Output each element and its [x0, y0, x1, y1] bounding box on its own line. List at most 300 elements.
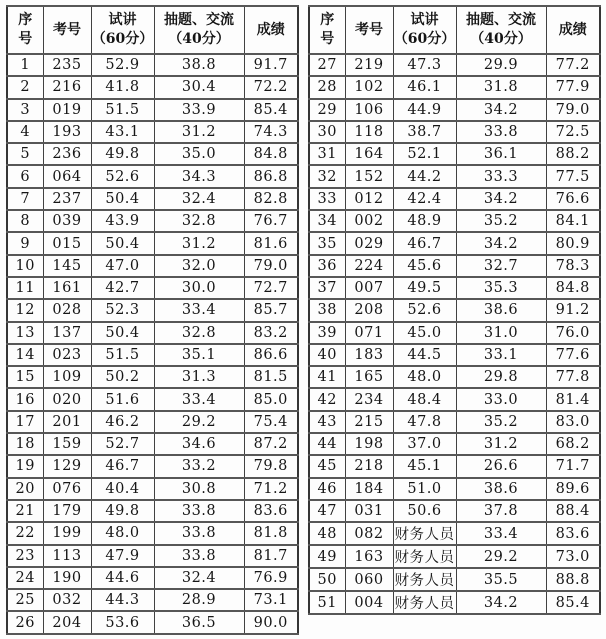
table-row [309, 591, 600, 614]
cell-exam-no: 118 [345, 121, 393, 143]
cell-score: 88.8 [546, 568, 600, 591]
cell-serial: 20 [7, 478, 43, 500]
cell-score: 86.6 [244, 344, 298, 366]
table-row [309, 54, 600, 76]
cell-score: 85.4 [244, 99, 298, 121]
cell-serial: 11 [7, 277, 43, 299]
cell-draw-exchange: 31.2 [154, 232, 244, 254]
cell-serial: 39 [309, 322, 345, 344]
cell-exam-no: 012 [345, 188, 393, 210]
cell-score: 77.6 [546, 344, 600, 366]
cell-draw-exchange: 33.8 [154, 545, 244, 567]
cell-serial: 22 [7, 522, 43, 544]
cell-exam-no: 193 [43, 121, 91, 143]
cell-exam-no: 235 [43, 54, 91, 76]
cell-lecture: 48.4 [393, 388, 456, 410]
table-row [7, 76, 298, 98]
cell-exam-no: 145 [43, 255, 91, 277]
cell-lecture: 51.0 [393, 478, 456, 500]
cell-score: 79.0 [546, 99, 600, 121]
cell-lecture: 52.6 [393, 299, 456, 321]
cell-score: 71.7 [546, 455, 600, 477]
cell-draw-exchange: 34.2 [456, 188, 546, 210]
cell-lecture: 50.2 [91, 366, 154, 388]
cell-lecture: 44.9 [393, 99, 456, 121]
cell-exam-no: 216 [43, 76, 91, 98]
cell-score: 68.2 [546, 433, 600, 455]
cell-lecture: 47.3 [393, 54, 456, 76]
cell-draw-exchange: 31.2 [456, 433, 546, 455]
cell-draw-exchange: 29.2 [154, 411, 244, 433]
cell-serial: 48 [309, 522, 345, 545]
cell-lecture: 51.5 [91, 344, 154, 366]
cell-serial: 25 [7, 589, 43, 611]
cell-exam-no: 020 [43, 388, 91, 410]
cell-score: 77.9 [546, 76, 600, 98]
cell-score: 88.4 [546, 500, 600, 522]
cell-lecture: 45.6 [393, 255, 456, 277]
cell-exam-no: 071 [345, 322, 393, 344]
cell-draw-exchange: 29.2 [456, 545, 546, 568]
cell-exam-no: 159 [43, 433, 91, 455]
table-row [309, 165, 600, 187]
cell-draw-exchange: 30.4 [154, 76, 244, 98]
cell-score: 73.1 [244, 589, 298, 611]
cell-score: 71.2 [244, 478, 298, 500]
table-row [7, 567, 298, 589]
cell-score: 83.6 [546, 522, 600, 545]
cell-draw-exchange: 31.2 [154, 121, 244, 143]
cell-score: 83.2 [244, 322, 298, 344]
cell-exam-no: 060 [345, 568, 393, 591]
table-row [7, 121, 298, 143]
table-row [7, 388, 298, 410]
cell-exam-no: 183 [345, 344, 393, 366]
cell-serial: 21 [7, 500, 43, 522]
table-row [7, 589, 298, 611]
cell-serial: 24 [7, 567, 43, 589]
table-row [309, 255, 600, 277]
cell-lecture: 51.6 [91, 388, 154, 410]
cell-serial: 9 [7, 232, 43, 254]
cell-draw-exchange: 29.8 [456, 366, 546, 388]
cell-exam-no: 236 [43, 143, 91, 165]
cell-score: 81.5 [244, 366, 298, 388]
table-row [309, 366, 600, 388]
cell-exam-no: 204 [43, 611, 91, 633]
header-row [309, 6, 600, 54]
cell-serial: 7 [7, 188, 43, 210]
cell-draw-exchange: 34.2 [456, 232, 546, 254]
cell-score: 77.5 [546, 165, 600, 187]
cell-draw-exchange: 34.3 [154, 165, 244, 187]
cell-score: 91.7 [244, 54, 298, 76]
cell-lecture: 48.0 [393, 366, 456, 388]
cell-lecture: 46.2 [91, 411, 154, 433]
cell-draw-exchange: 34.2 [456, 591, 546, 614]
cell-lecture: 48.9 [393, 210, 456, 232]
cell-lecture: 43.1 [91, 121, 154, 143]
cell-lecture: 50.4 [91, 322, 154, 344]
cell-lecture: 42.4 [393, 188, 456, 210]
cell-serial: 30 [309, 121, 345, 143]
cell-exam-no: 161 [43, 277, 91, 299]
cell-lecture: 财务人员 [393, 591, 456, 614]
cell-score: 81.6 [244, 232, 298, 254]
table-row [7, 165, 298, 187]
table-row [7, 433, 298, 455]
cell-draw-exchange: 34.2 [456, 99, 546, 121]
table-row [309, 388, 600, 410]
cell-lecture: 50.4 [91, 188, 154, 210]
cell-lecture: 43.9 [91, 210, 154, 232]
cell-draw-exchange: 33.4 [154, 388, 244, 410]
cell-serial: 50 [309, 568, 345, 591]
cell-exam-no: 190 [43, 567, 91, 589]
cell-exam-no: 129 [43, 455, 91, 477]
cell-serial: 31 [309, 143, 345, 165]
cell-draw-exchange: 35.2 [456, 210, 546, 232]
table-row [309, 99, 600, 121]
cell-lecture: 41.8 [91, 76, 154, 98]
cell-draw-exchange: 32.7 [456, 255, 546, 277]
cell-lecture: 财务人员 [393, 568, 456, 591]
cell-exam-no: 184 [345, 478, 393, 500]
cell-draw-exchange: 36.1 [456, 143, 546, 165]
column-header-score: 成绩 [244, 6, 298, 54]
cell-exam-no: 198 [345, 433, 393, 455]
table-row [7, 411, 298, 433]
cell-lecture: 53.6 [91, 611, 154, 633]
table-row [309, 344, 600, 366]
cell-serial: 18 [7, 433, 43, 455]
column-header-exam-no: 考号 [43, 6, 91, 54]
cell-lecture: 48.0 [91, 522, 154, 544]
cell-score: 81.8 [244, 522, 298, 544]
cell-serial: 42 [309, 388, 345, 410]
cell-lecture: 49.8 [91, 143, 154, 165]
cell-score: 72.7 [244, 277, 298, 299]
cell-serial: 6 [7, 165, 43, 187]
cell-draw-exchange: 33.2 [154, 455, 244, 477]
cell-score: 74.3 [244, 121, 298, 143]
cell-draw-exchange: 33.1 [456, 344, 546, 366]
cell-serial: 34 [309, 210, 345, 232]
column-header-lecture: 试讲 （60分） [91, 6, 154, 54]
cell-draw-exchange: 33.3 [456, 165, 546, 187]
cell-score: 76.6 [546, 188, 600, 210]
table-row [7, 277, 298, 299]
cell-score: 82.8 [244, 188, 298, 210]
table-row [7, 545, 298, 567]
table-row [7, 366, 298, 388]
cell-lecture: 47.8 [393, 411, 456, 433]
cell-lecture: 52.7 [91, 433, 154, 455]
column-header-serial: 序 号 [7, 6, 43, 54]
cell-score: 76.0 [546, 322, 600, 344]
cell-exam-no: 201 [43, 411, 91, 433]
cell-score: 79.8 [244, 455, 298, 477]
cell-draw-exchange: 32.4 [154, 567, 244, 589]
cell-score: 73.0 [546, 545, 600, 568]
cell-draw-exchange: 31.0 [456, 322, 546, 344]
cell-draw-exchange: 32.0 [154, 255, 244, 277]
cell-lecture: 44.6 [91, 567, 154, 589]
cell-draw-exchange: 35.0 [154, 143, 244, 165]
table-row [7, 500, 298, 522]
cell-serial: 12 [7, 299, 43, 321]
cell-score: 77.2 [546, 54, 600, 76]
table-row [309, 210, 600, 232]
cell-score: 91.2 [546, 299, 600, 321]
cell-score: 89.6 [546, 478, 600, 500]
cell-serial: 33 [309, 188, 345, 210]
cell-serial: 27 [309, 54, 345, 76]
cell-lecture: 财务人员 [393, 545, 456, 568]
cell-exam-no: 007 [345, 277, 393, 299]
cell-serial: 1 [7, 54, 43, 76]
cell-serial: 4 [7, 121, 43, 143]
cell-draw-exchange: 38.6 [456, 299, 546, 321]
cell-exam-no: 215 [345, 411, 393, 433]
score-table-left [6, 5, 299, 635]
cell-score: 84.8 [546, 277, 600, 299]
cell-exam-no: 106 [345, 99, 393, 121]
cell-serial: 13 [7, 322, 43, 344]
cell-lecture: 44.3 [91, 589, 154, 611]
cell-draw-exchange: 35.3 [456, 277, 546, 299]
cell-lecture: 44.5 [393, 344, 456, 366]
cell-lecture: 47.9 [91, 545, 154, 567]
cell-serial: 47 [309, 500, 345, 522]
cell-score: 78.3 [546, 255, 600, 277]
table-row [7, 299, 298, 321]
table-row [309, 299, 600, 321]
cell-draw-exchange: 33.9 [154, 99, 244, 121]
table-row [7, 455, 298, 477]
table-row [309, 322, 600, 344]
cell-serial: 51 [309, 591, 345, 614]
cell-serial: 2 [7, 76, 43, 98]
cell-draw-exchange: 37.8 [456, 500, 546, 522]
table-row [309, 411, 600, 433]
cell-lecture: 47.0 [91, 255, 154, 277]
cell-serial: 19 [7, 455, 43, 477]
cell-exam-no: 163 [345, 545, 393, 568]
cell-draw-exchange: 30.0 [154, 277, 244, 299]
cell-serial: 8 [7, 210, 43, 232]
table-row [7, 522, 298, 544]
table-row [7, 143, 298, 165]
cell-serial: 16 [7, 388, 43, 410]
table-row [7, 188, 298, 210]
cell-exam-no: 002 [345, 210, 393, 232]
cell-draw-exchange: 32.4 [154, 188, 244, 210]
table-row [7, 54, 298, 76]
table-row [7, 478, 298, 500]
header-row [7, 6, 298, 54]
table-row [309, 277, 600, 299]
table-row [309, 545, 600, 568]
cell-lecture: 44.2 [393, 165, 456, 187]
cell-exam-no: 076 [43, 478, 91, 500]
cell-serial: 46 [309, 478, 345, 500]
cell-score: 83.6 [244, 500, 298, 522]
cell-score: 90.0 [244, 611, 298, 633]
table-row [7, 344, 298, 366]
table-row [309, 455, 600, 477]
cell-score: 76.9 [244, 567, 298, 589]
cell-draw-exchange: 31.3 [154, 366, 244, 388]
table-row [7, 611, 298, 633]
cell-score: 83.0 [546, 411, 600, 433]
cell-draw-exchange: 33.8 [154, 500, 244, 522]
table-row [309, 121, 600, 143]
cell-serial: 29 [309, 99, 345, 121]
cell-score: 77.8 [546, 366, 600, 388]
cell-draw-exchange: 34.6 [154, 433, 244, 455]
cell-serial: 38 [309, 299, 345, 321]
cell-draw-exchange: 28.9 [154, 589, 244, 611]
table-row [309, 478, 600, 500]
cell-serial: 41 [309, 366, 345, 388]
cell-exam-no: 224 [345, 255, 393, 277]
cell-exam-no: 019 [43, 99, 91, 121]
cell-exam-no: 029 [345, 232, 393, 254]
cell-draw-exchange: 29.9 [456, 54, 546, 76]
cell-score: 85.7 [244, 299, 298, 321]
cell-serial: 17 [7, 411, 43, 433]
table-row [309, 188, 600, 210]
cell-exam-no: 219 [345, 54, 393, 76]
cell-serial: 26 [7, 611, 43, 633]
column-header-draw-exchange: 抽题、交流 （40分） [456, 6, 546, 54]
cell-score: 81.7 [244, 545, 298, 567]
cell-exam-no: 004 [345, 591, 393, 614]
cell-lecture: 50.4 [91, 232, 154, 254]
cell-serial: 45 [309, 455, 345, 477]
cell-lecture: 37.0 [393, 433, 456, 455]
cell-score: 72.5 [546, 121, 600, 143]
cell-draw-exchange: 36.5 [154, 611, 244, 633]
score-table-right [308, 5, 601, 615]
cell-exam-no: 237 [43, 188, 91, 210]
cell-exam-no: 023 [43, 344, 91, 366]
cell-draw-exchange: 35.5 [456, 568, 546, 591]
table-row [7, 322, 298, 344]
cell-exam-no: 234 [345, 388, 393, 410]
cell-exam-no: 039 [43, 210, 91, 232]
cell-lecture: 38.7 [393, 121, 456, 143]
cell-lecture: 46.7 [91, 455, 154, 477]
cell-exam-no: 218 [345, 455, 393, 477]
table-row [309, 500, 600, 522]
cell-score: 85.0 [244, 388, 298, 410]
cell-exam-no: 109 [43, 366, 91, 388]
cell-serial: 43 [309, 411, 345, 433]
table-row [309, 232, 600, 254]
table-row [309, 433, 600, 455]
cell-score: 75.4 [244, 411, 298, 433]
cell-score: 84.8 [244, 143, 298, 165]
cell-serial: 37 [309, 277, 345, 299]
cell-exam-no: 032 [43, 589, 91, 611]
cell-exam-no: 028 [43, 299, 91, 321]
cell-lecture: 45.1 [393, 455, 456, 477]
cell-lecture: 45.0 [393, 322, 456, 344]
cell-lecture: 42.7 [91, 277, 154, 299]
table-row [309, 568, 600, 591]
cell-score: 86.8 [244, 165, 298, 187]
column-header-draw-exchange: 抽题、交流 （40分） [154, 6, 244, 54]
cell-lecture: 52.9 [91, 54, 154, 76]
cell-serial: 28 [309, 76, 345, 98]
cell-draw-exchange: 38.6 [456, 478, 546, 500]
cell-lecture: 52.6 [91, 165, 154, 187]
cell-draw-exchange: 35.2 [456, 411, 546, 433]
cell-serial: 36 [309, 255, 345, 277]
cell-score: 81.4 [546, 388, 600, 410]
table-row [309, 522, 600, 545]
cell-draw-exchange: 35.1 [154, 344, 244, 366]
column-header-exam-no: 考号 [345, 6, 393, 54]
cell-score: 84.1 [546, 210, 600, 232]
cell-lecture: 52.3 [91, 299, 154, 321]
cell-score: 88.2 [546, 143, 600, 165]
table-row [7, 99, 298, 121]
cell-lecture: 49.5 [393, 277, 456, 299]
cell-serial: 10 [7, 255, 43, 277]
cell-draw-exchange: 33.8 [154, 522, 244, 544]
cell-exam-no: 082 [345, 522, 393, 545]
cell-draw-exchange: 31.8 [456, 76, 546, 98]
cell-serial: 40 [309, 344, 345, 366]
cell-exam-no: 064 [43, 165, 91, 187]
cell-exam-no: 137 [43, 322, 91, 344]
cell-draw-exchange: 38.8 [154, 54, 244, 76]
cell-score: 80.9 [546, 232, 600, 254]
table-row [309, 143, 600, 165]
cell-score: 76.7 [244, 210, 298, 232]
cell-lecture: 46.1 [393, 76, 456, 98]
cell-lecture: 50.6 [393, 500, 456, 522]
cell-draw-exchange: 33.4 [154, 299, 244, 321]
cell-serial: 14 [7, 344, 43, 366]
table-row [7, 255, 298, 277]
column-header-score: 成绩 [546, 6, 600, 54]
cell-score: 79.0 [244, 255, 298, 277]
cell-serial: 44 [309, 433, 345, 455]
cell-exam-no: 031 [345, 500, 393, 522]
table-row [7, 232, 298, 254]
cell-draw-exchange: 32.8 [154, 210, 244, 232]
cell-score: 87.2 [244, 433, 298, 455]
cell-exam-no: 179 [43, 500, 91, 522]
cell-lecture: 49.8 [91, 500, 154, 522]
table-row [7, 210, 298, 232]
column-header-lecture: 试讲 （60分） [393, 6, 456, 54]
cell-exam-no: 113 [43, 545, 91, 567]
cell-lecture: 52.1 [393, 143, 456, 165]
cell-exam-no: 165 [345, 366, 393, 388]
cell-serial: 5 [7, 143, 43, 165]
cell-exam-no: 102 [345, 76, 393, 98]
cell-score: 72.2 [244, 76, 298, 98]
cell-draw-exchange: 33.8 [456, 121, 546, 143]
cell-serial: 3 [7, 99, 43, 121]
cell-serial: 23 [7, 545, 43, 567]
cell-serial: 35 [309, 232, 345, 254]
